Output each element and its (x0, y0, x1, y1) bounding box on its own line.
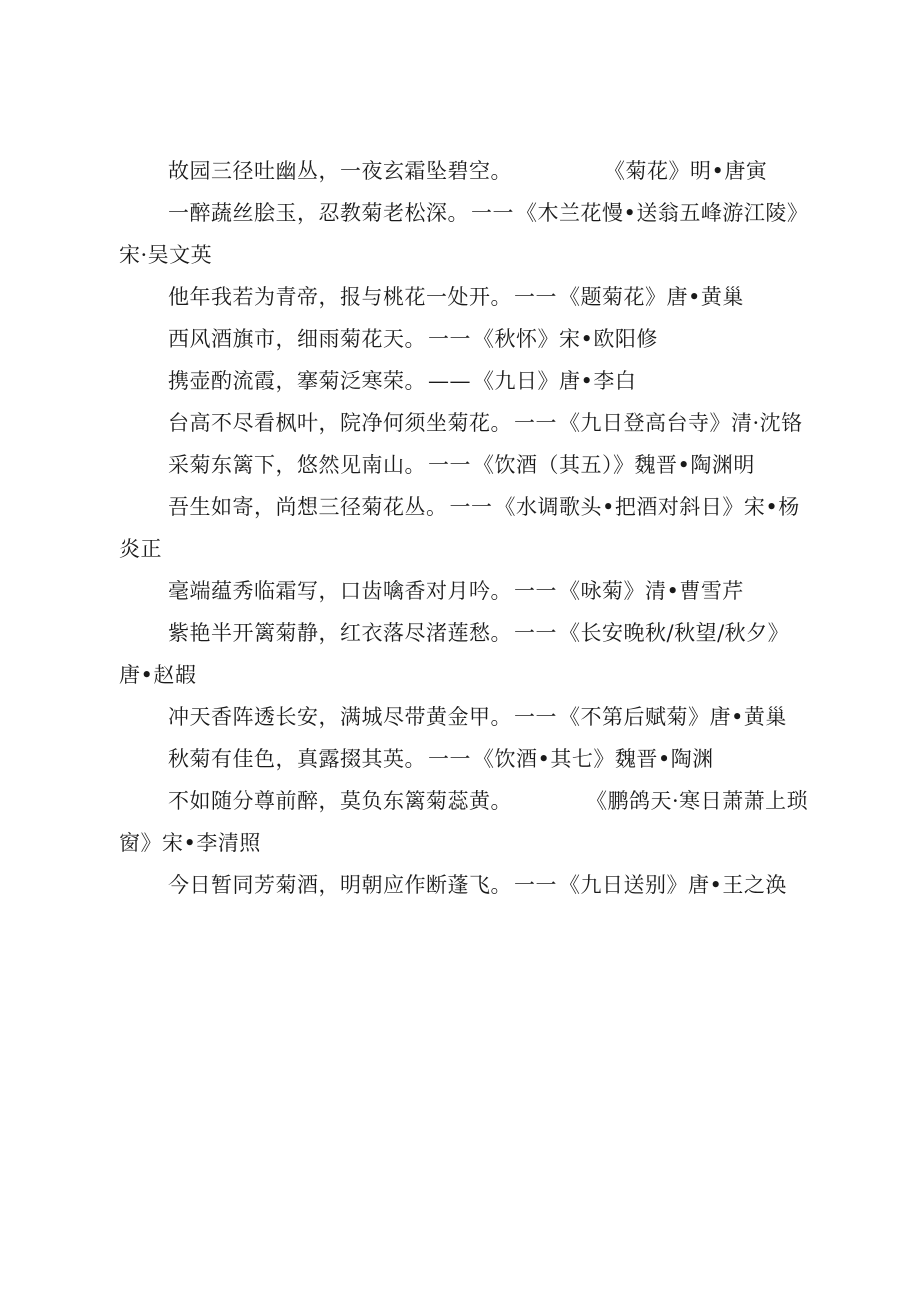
poem-line (119, 486, 809, 570)
poem-line (119, 738, 809, 780)
verse-text: 携壶酌流霞，搴菊泛寒荣。 (168, 369, 426, 393)
dash-separator: 一一 (514, 873, 557, 897)
poem-source: 《长安晚秋/秋望/秋夕》唐•赵嘏 (119, 621, 790, 687)
dash-separator: 一一 (428, 747, 471, 771)
poem-source: 《题菊花》唐•黄巢 (559, 285, 744, 309)
poem-list (119, 150, 809, 906)
verse-text: 不如随分尊前醉，莫负东篱菊蕊黄。 (168, 789, 512, 813)
dash-separator: 一一 (514, 621, 557, 645)
poem-source: 《秋怀》宋•欧阳修 (473, 327, 658, 351)
poem-line (119, 444, 809, 486)
dash-separator: 一一 (428, 453, 471, 477)
dash-separator: 一一 (514, 411, 557, 435)
poem-line (119, 696, 809, 738)
verse-text: 故园三径吐幽丛，一夜玄霜坠碧空。 (168, 159, 512, 183)
poem-line (119, 360, 809, 402)
poem-line (119, 276, 809, 318)
dash-separator: 一一 (514, 705, 557, 729)
verse-text: 秋菊有佳色，真露掇其英。 (168, 747, 426, 771)
verse-text: 台高不尽看枫叶，院净何须坐菊花。 (168, 411, 512, 435)
verse-text: 今日暂同芳菊酒，明朝应作断蓬飞。 (168, 873, 512, 897)
poem-source: 《九日送别》唐•王之涣 (559, 873, 787, 897)
poem-line (119, 402, 809, 444)
dash-separator: 一一 (471, 201, 514, 225)
poem-source: 《水调歌头•把酒对斜日》宋•杨炎正 (119, 495, 800, 561)
dash-separator: 一一 (514, 579, 557, 603)
poem-line (119, 318, 809, 360)
poem-line (119, 570, 809, 612)
poem-line (119, 192, 809, 276)
poem-source: 《饮酒•其七》魏晋•陶渊 (473, 747, 714, 771)
dash-separator: 一一 (449, 495, 493, 519)
poem-line (119, 864, 809, 906)
poem-source: 《鹏鸽天·寒日萧萧上琐窗》宋•李清照 (119, 789, 809, 855)
verse-text: 吾生如寄，尚想三径菊花丛。 (168, 495, 448, 519)
poem-line (119, 612, 809, 696)
verse-text: 紫艳半开篱菊静，红衣落尽渚莲愁。 (168, 621, 512, 645)
verse-text: 西风酒旗市，细雨菊花天。 (168, 327, 426, 351)
poem-source: 《九日》唐•李白 (473, 369, 637, 393)
verse-text: 采菊东篱下，悠然见南山。 (168, 453, 426, 477)
verse-text: 毫端蕴秀临霜写，口齿噙香对月吟。 (168, 579, 512, 603)
verse-text: 一醉蔬丝脍玉，忍教菊老松深。 (168, 201, 469, 225)
poem-source: 《饮酒（其五）》魏晋•陶渊明 (473, 453, 755, 477)
dash-separator: —— (428, 369, 471, 393)
dash-separator: 一一 (428, 327, 471, 351)
poem-line (119, 780, 809, 864)
poem-source: 《咏菊》清•曹雪芹 (559, 579, 744, 603)
poem-source: 《不第后赋菊》唐•黄巢 (559, 705, 787, 729)
poem-source: 《木兰花慢•送翁五峰游江陵》宋·吴文英 (119, 201, 809, 267)
verse-text: 冲天香阵透长安，满城尽带黄金甲。 (168, 705, 512, 729)
poem-line (119, 150, 809, 192)
poem-source: 《菊花》明•唐寅 (604, 159, 768, 183)
verse-text: 他年我若为青帝，报与桃花一处开。 (168, 285, 512, 309)
dash-separator: 一一 (514, 285, 557, 309)
poem-source: 《九日登高台寺》清·沈铬 (559, 411, 803, 435)
